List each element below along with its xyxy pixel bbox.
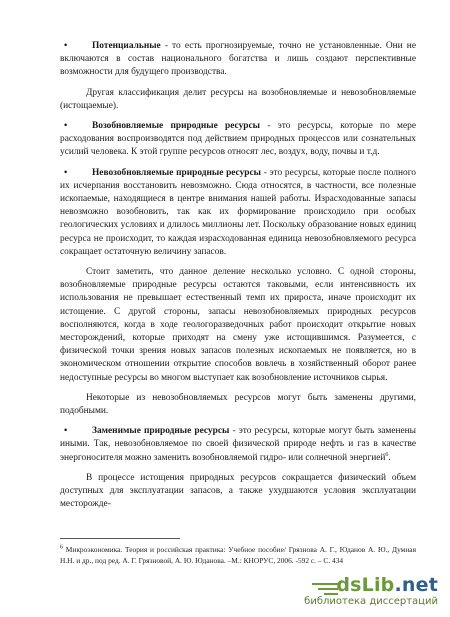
footnote: [60, 544, 416, 566]
bullet-icon: •: [64, 41, 68, 51]
bullet-icon: •: [64, 426, 68, 437]
paragraph-replaceable: • Заменимые природные ресурсы - это ресурсы, которые могут быть заменены иными. Так, невозобновляемое по своей физической природе нефть и газ в качестве энергоносителя можно заменить возобновляемой гидро- или солнечной энергией$^6$.: [60, 426, 416, 463]
paragraph-classification: Другая классификация делит ресурсы на возобновляемые и невозобновляемые (истощаемые).: [60, 87, 416, 111]
footnote-divider: [60, 538, 180, 539]
paragraph-conditional: Стоит заметить, что данное деление несколько условно. С одной стороны, возобновляемые природные ресурсы остаются таковыми, если интенсивность их использования не превышает естественный темп их прироста, иначе происходит их истощение. С другой стороны, запасы невозобновляемых природных ресурсов восполняются, когда в ходе геологоразведочных работ происходит открытие новых месторождений, которые приходят на смену уже истощившимся. Разумеется, с физической точки зрения новых запасов полезных ископаемых не появляется, но в экономическом отношении открытие способов вовлечь в хозяйственный оборот ранее недоступные ресурсы во многом выступает как возобновление источников сырья.: [60, 267, 416, 383]
term-nonrenewable: Невозобновляемые природные ресурсы: [92, 167, 261, 178]
bullet-icon: •: [64, 121, 68, 132]
term-replaceable: Заменимые природные ресурсы: [92, 426, 230, 437]
paragraph-potential: [60, 40, 416, 80]
footnote-text: Микроэкономика. Теория и российская практика: Учебное пособие/ Грязнова А. Г., Юданов А. Ю., Думная Н.Н. и др., под ред. А. Г. Грязновой, А. Ю. Юданова. –М.: КНОРУС, 2006. -592 с. – С. 434: [60, 545, 416, 565]
paragraph-replaceable-intro: Некоторые из невозобновляемых ресурсов могут быть заменены другими, подобными.: [60, 392, 416, 417]
text-nonrenewable: - это ресурсы, которые после полного их исчерпания восстановить невозможно. Сюда относятся, в частности, все полезные ископаемые, находящиеся в центре внимания нашей работы. Израсходованные запасы невозможно возобновить, так как их формирование происходило при особых геологических условиях и длилось миллионы лет. Поскольку образование новых единиц ресурса не происходит, то каждая израсходованная единица невозобновляемого ресурса сокращает остаточную величину запасов.: [60, 167, 416, 257]
footnote-reference: 6: [385, 451, 389, 458]
text-renewable: - это ресурсы, которые по мере расходования воспроизводятся под действием природных процессов или сознательных усилий человека. К этой группе ресурсов относят лес, воздух, воду, почвы и т.д.: [60, 121, 417, 158]
term-potential: Потенциальные: [92, 41, 161, 51]
paragraph-nonrenewable: [60, 167, 416, 259]
footnote-number: 6: [60, 544, 63, 551]
bullet-icon: •: [64, 167, 68, 178]
watermark: [218, 574, 440, 610]
logo-part-b: .net: [394, 574, 438, 596]
paragraph-depletion: В процессе истощения природных ресурсов сокращается физический объем доступных для эксплуатации запасов, а также ухудшаются условия эксплуатации месторожде-: [60, 472, 416, 510]
text-potential: - то есть прогнозируемые, точно не установленные. Они не включаются в состав национального богатства и лишь создают перспективные возможности для будущего производства.: [60, 41, 416, 78]
logo-part-a: dsLib: [336, 574, 395, 596]
text-replaceable: - это ресурсы, которые могут быть заменены иными. Так, невозобновляемое по своей физической природе нефть и газ в качестве энергоносителя можно заменить возобновляемой гидро- или солнечной энергией: [60, 426, 416, 463]
paragraph-renewable: [60, 120, 416, 160]
watermark-logo: [336, 574, 438, 596]
term-renewable: Возобновляемые природные ресурсы: [92, 121, 260, 132]
watermark-subtitle: библиотека диссертаций: [304, 596, 438, 607]
body-text: [60, 40, 416, 519]
